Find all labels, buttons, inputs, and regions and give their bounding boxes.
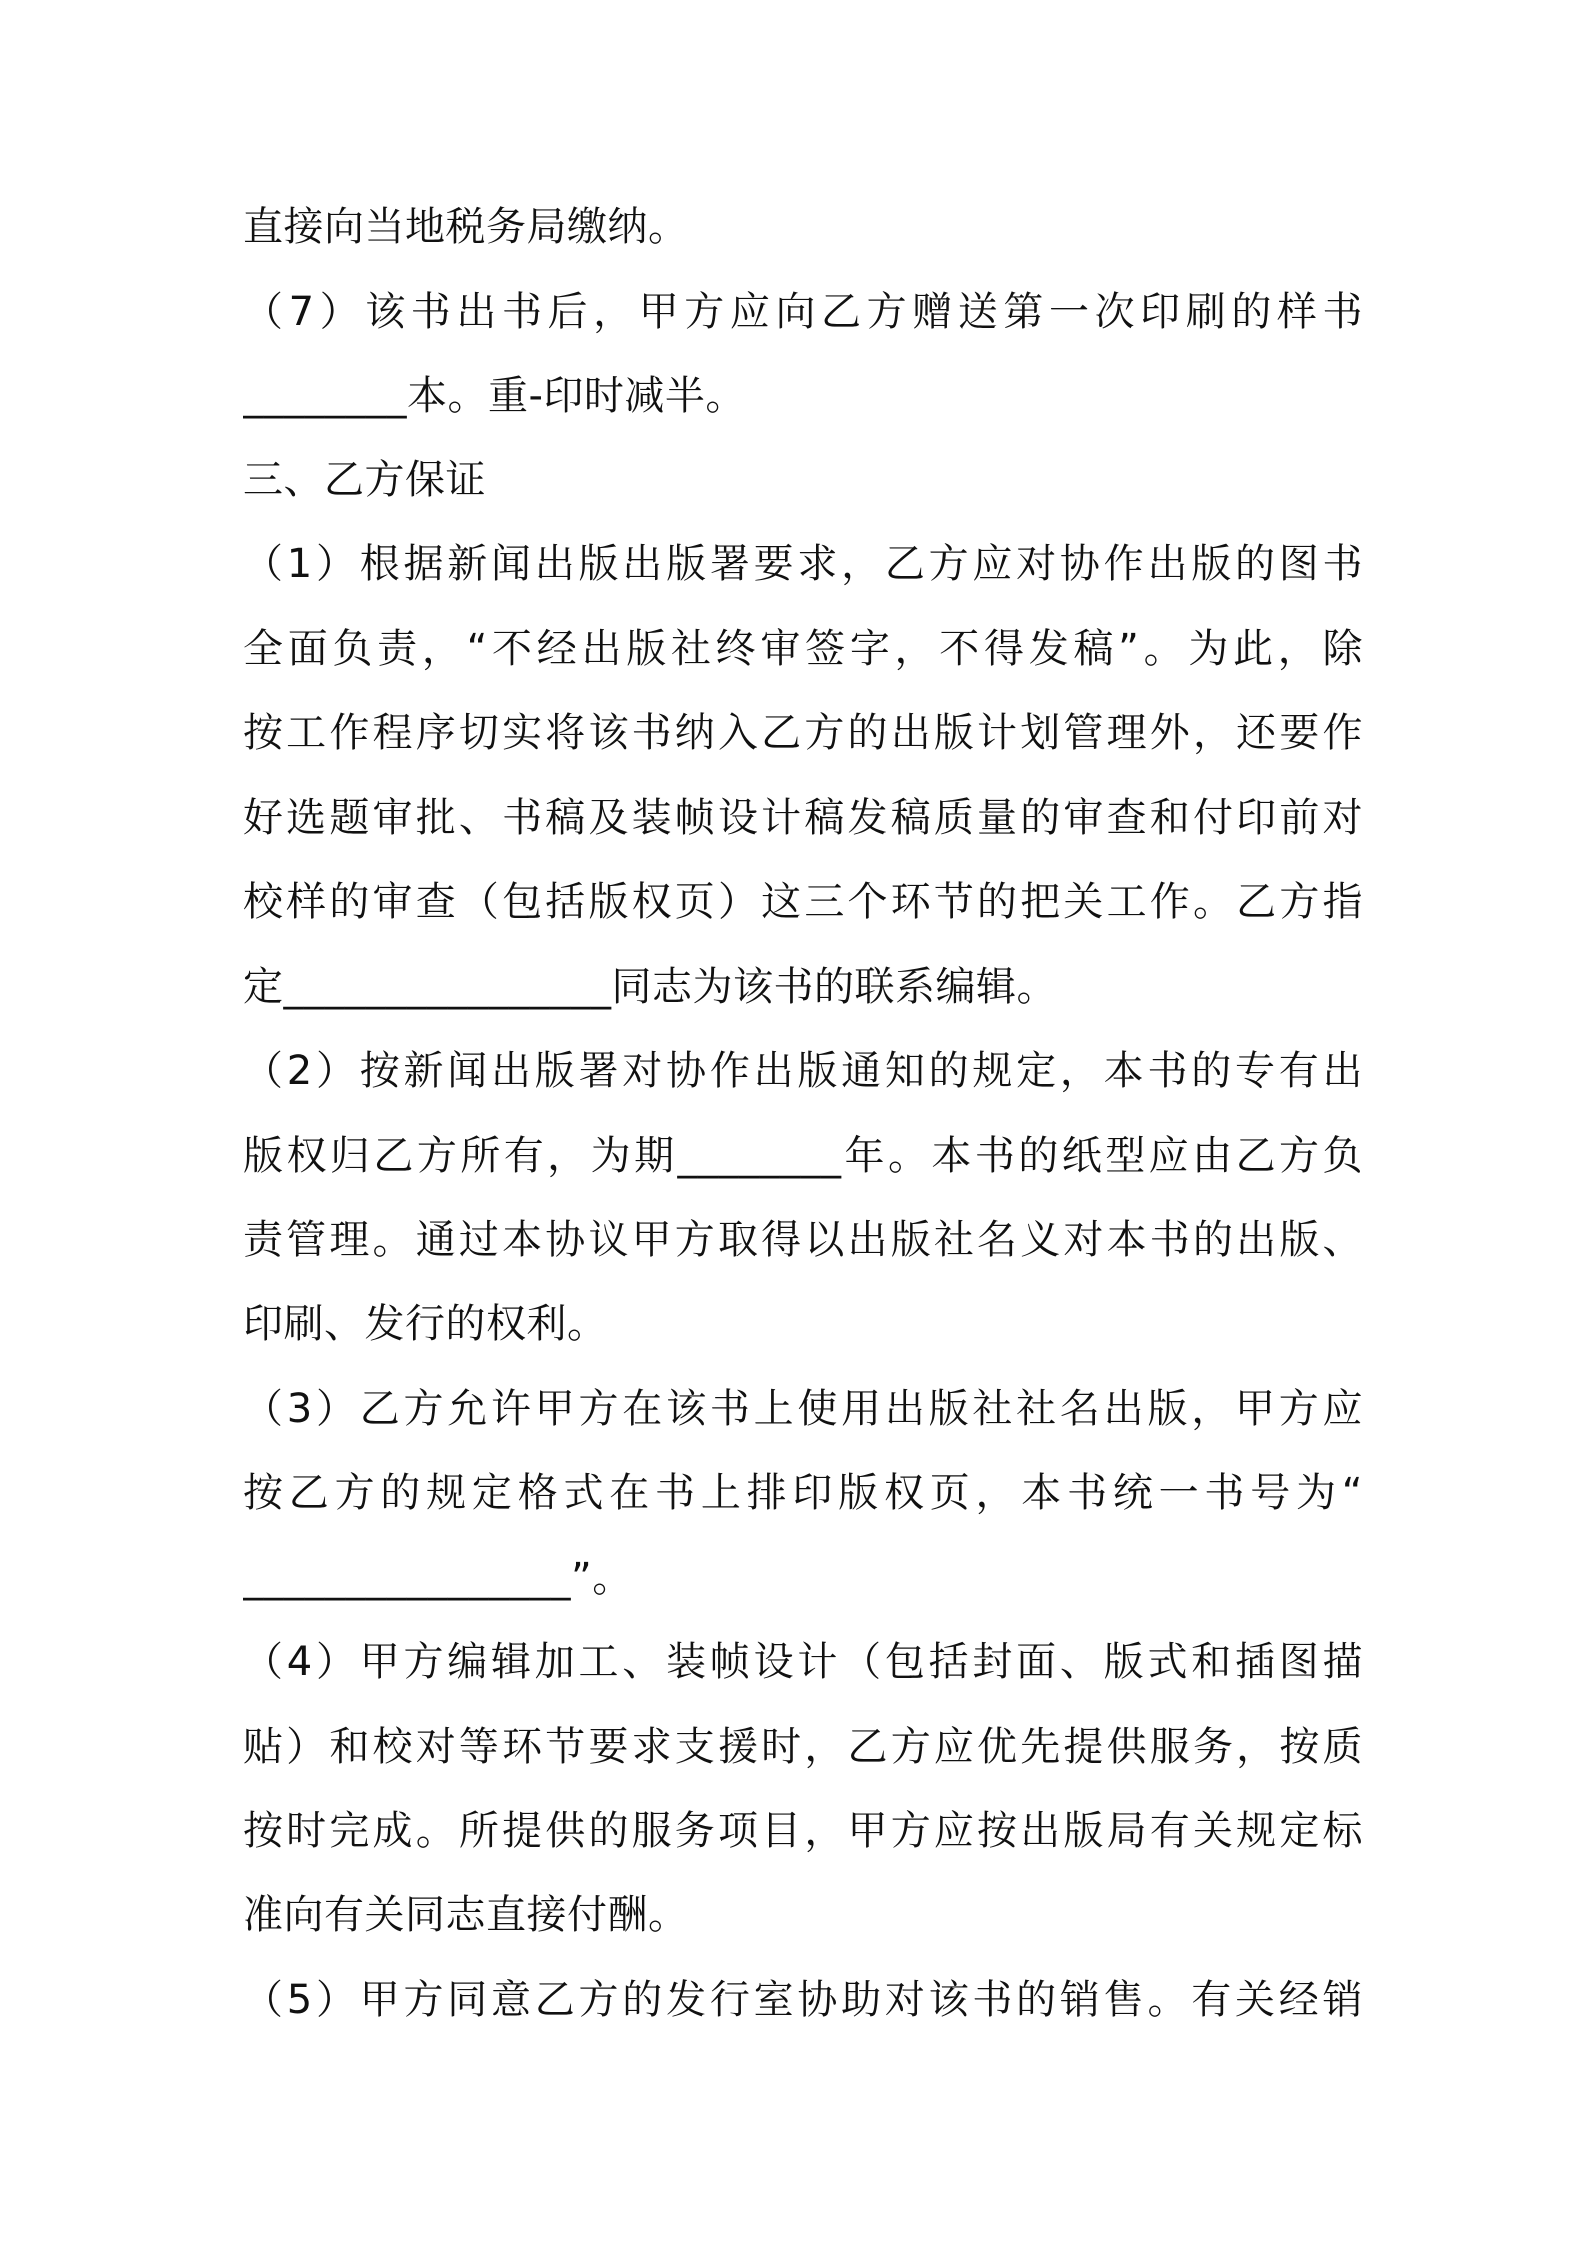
text-line-16: 按乙方的规定格式在书上排印版权页，本书统一书号为“ [243,1470,1363,1516]
text-line-6: 全面负责，“不经出版社终审签字，不得发稿”。为此，除 [243,626,1363,672]
text-line-5: （1）根据新闻出版出版署要求，乙方应对协作出版的图书 [243,541,1363,587]
text-line-20: 按时完成。所提供的服务项目，甲方应按出版局有关规定标 [243,1808,1363,1854]
text-line-14: 印刷、发行的权利。 [243,1301,608,1347]
text-line-11: （2）按新闻出版署对协作出版通知的规定，本书的专有出 [243,1048,1363,1094]
text-line-17: ________________”。 [243,1555,633,1601]
text-line-22: （5）甲方同意乙方的发行室协助对该书的销售。有关经销 [243,1977,1363,2023]
text-line-10: 定________________同志为该书的联系编辑。 [243,964,1057,1010]
text-line-7: 按工作程序切实将该书纳入乙方的出版计划管理外，还要作 [243,710,1363,756]
text-line-1: 直接向当地税务局缴纳。 [243,204,689,250]
text-line-13: 责管理。通过本协议甲方取得以出版社名义对本书的出版、 [243,1217,1363,1263]
text-line-12: 版权归乙方所有，为期________年。本书的纸型应由乙方负 [243,1133,1363,1179]
text-line-2: （7）该书出书后，甲方应向乙方赠送第一次印刷的样书 [243,289,1363,335]
text-line-19: 贴）和校对等环节要求支援时，乙方应优先提供服务，按质 [243,1724,1363,1770]
text-line-21: 准向有关同志直接付酬。 [243,1892,689,1938]
text-line-18: （4）甲方编辑加工、装帧设计（包括封面、版式和插图描 [243,1639,1363,1685]
text-line-15: （3）乙方允许甲方在该书上使用出版社社名出版，甲方应 [243,1386,1363,1432]
text-line-9: 校样的审查（包括版权页）这三个环节的把关工作。乙方指 [243,879,1363,925]
text-line-8: 好选题审批、书稿及装帧设计稿发稿质量的审查和付印前对 [243,795,1363,841]
section-heading: 三、乙方保证 [243,457,486,503]
text-line-3: ________本。重-印时减半。 [243,373,746,419]
